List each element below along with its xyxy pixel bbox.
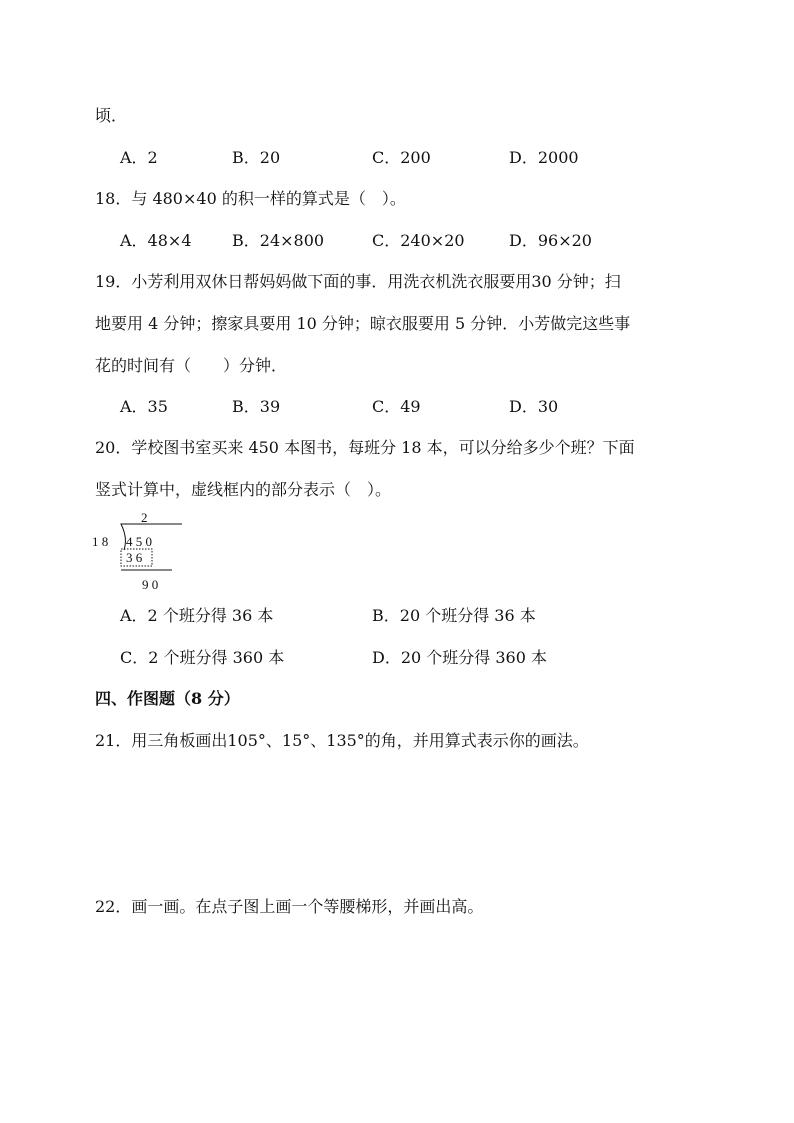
q19-stem-line1: 19．小芳利用双休日帮妈妈做下面的事．用洗衣机洗衣服要用30 分钟；扫 (95, 272, 621, 291)
long-division-figure (88, 508, 208, 598)
q19-option-c[interactable]: C．49 (372, 397, 421, 416)
q19-option-b[interactable]: B．39 (232, 397, 281, 416)
division-divisor: 1 8 (92, 534, 109, 549)
q21-stem: 21．用三角板画出105°、15°、135°的角，并用算式表示你的画法。 (95, 731, 589, 750)
q19-option-a[interactable]: A．35 (120, 397, 168, 416)
q17-stem-tail: 顷． (95, 106, 128, 125)
division-quotient: 2 (141, 510, 148, 525)
q22-stem: 22．画一画。在点子图上画一个等腰梯形，并画出高。 (95, 897, 484, 916)
q18-option-d[interactable]: D．96×20 (509, 231, 592, 250)
q20-stem-line2: 竖式计算中，虚线框内的部分表示（ ）。 (95, 480, 392, 499)
q18-option-a[interactable]: A．48×4 (120, 231, 192, 250)
q20-option-a[interactable]: A．2 个班分得 36 本 (120, 606, 274, 625)
q18-option-b[interactable]: B．24×800 (232, 231, 325, 250)
q17-option-c[interactable]: C．200 (372, 148, 431, 167)
division-remainder: 9 0 (142, 577, 159, 592)
section-4-heading: 四、作图题（8 分） (95, 689, 240, 708)
q19-option-d[interactable]: D．30 (509, 397, 559, 416)
q19-stem-line3: 花的时间有（ ）分钟． (95, 356, 288, 375)
q20-stem-line1: 20．学校图书室买来 450 本图书，每班分 18 本，可以分给多少个班？下面 (95, 438, 635, 457)
q17-option-a[interactable]: A．2 (120, 148, 158, 167)
q20-option-d[interactable]: D．20 个班分得 360 本 (372, 648, 547, 667)
q17-option-b[interactable]: B．20 (232, 148, 281, 167)
q20-option-c[interactable]: C．2 个班分得 360 本 (120, 648, 285, 667)
q20-option-b[interactable]: B．20 个班分得 36 本 (372, 606, 536, 625)
division-product: 3 6 (126, 550, 143, 565)
q18-option-c[interactable]: C．240×20 (372, 231, 465, 250)
q19-stem-line2: 地要用 4 分钟；擦家具要用 10 分钟；晾衣服要用 5 分钟．小芳做完这些事 (95, 314, 631, 333)
q18-stem: 18．与 480×40 的积一样的算式是（ ）。 (95, 189, 406, 208)
q17-option-d[interactable]: D．2000 (509, 148, 579, 167)
division-dividend: 4 5 0 (126, 534, 152, 549)
